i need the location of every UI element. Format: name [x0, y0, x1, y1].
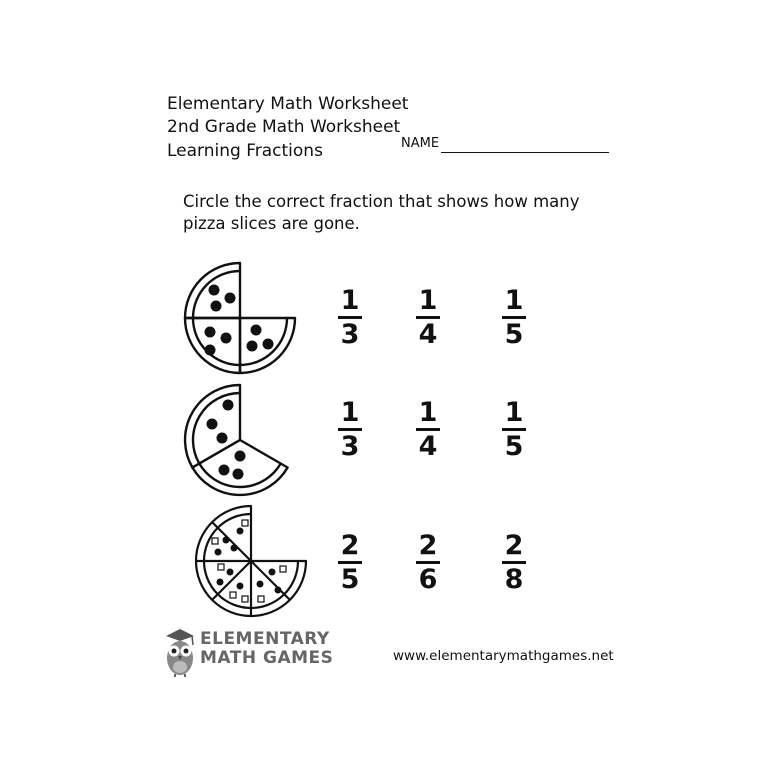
denominator: 8	[504, 564, 524, 595]
logo-line-2: MATH GAMES	[200, 648, 334, 668]
numerator: 1	[418, 285, 438, 316]
fraction-choice[interactable]	[333, 287, 367, 349]
pizza-image-1	[180, 258, 300, 378]
numerator: 2	[418, 530, 438, 561]
name-line[interactable]	[441, 137, 609, 153]
topic-subtitle: Learning Fractions	[167, 141, 323, 161]
website-url: www.elementarymathgames.net	[393, 648, 614, 664]
denominator: 5	[340, 564, 360, 595]
fraction-choice[interactable]	[333, 399, 367, 461]
denominator: 5	[504, 431, 524, 462]
owl-icon	[160, 626, 200, 678]
fraction-choice[interactable]	[497, 532, 531, 594]
numerator: 1	[418, 397, 438, 428]
fraction-choice[interactable]	[411, 399, 445, 461]
logo-wordmark	[200, 630, 333, 668]
worksheet-title: Elementary Math Worksheet	[167, 94, 409, 114]
fraction-choice[interactable]	[497, 287, 531, 349]
fraction-choice[interactable]	[411, 532, 445, 594]
numerator: 1	[340, 285, 360, 316]
denominator: 3	[340, 431, 360, 462]
logo-line-1: ELEMENTARY	[200, 629, 330, 649]
denominator: 6	[418, 564, 438, 595]
pizza-image-2	[180, 380, 300, 500]
pizza-image-3	[190, 500, 312, 622]
denominator: 5	[504, 319, 524, 350]
name-field[interactable]	[401, 135, 609, 153]
denominator: 4	[418, 431, 438, 462]
numerator: 2	[504, 530, 524, 561]
fraction-choice[interactable]	[333, 532, 367, 594]
numerator: 1	[340, 397, 360, 428]
grade-subtitle: 2nd Grade Math Worksheet	[167, 117, 401, 137]
numerator: 2	[340, 530, 360, 561]
numerator: 1	[504, 285, 524, 316]
denominator: 3	[340, 319, 360, 350]
fraction-choice[interactable]	[411, 287, 445, 349]
name-label: NAME	[401, 136, 440, 151]
numerator: 1	[504, 397, 524, 428]
fraction-choice[interactable]	[497, 399, 531, 461]
denominator: 4	[418, 319, 438, 350]
instructions: Circle the correct fraction that shows how many pizza slices are gone.	[183, 192, 580, 233]
